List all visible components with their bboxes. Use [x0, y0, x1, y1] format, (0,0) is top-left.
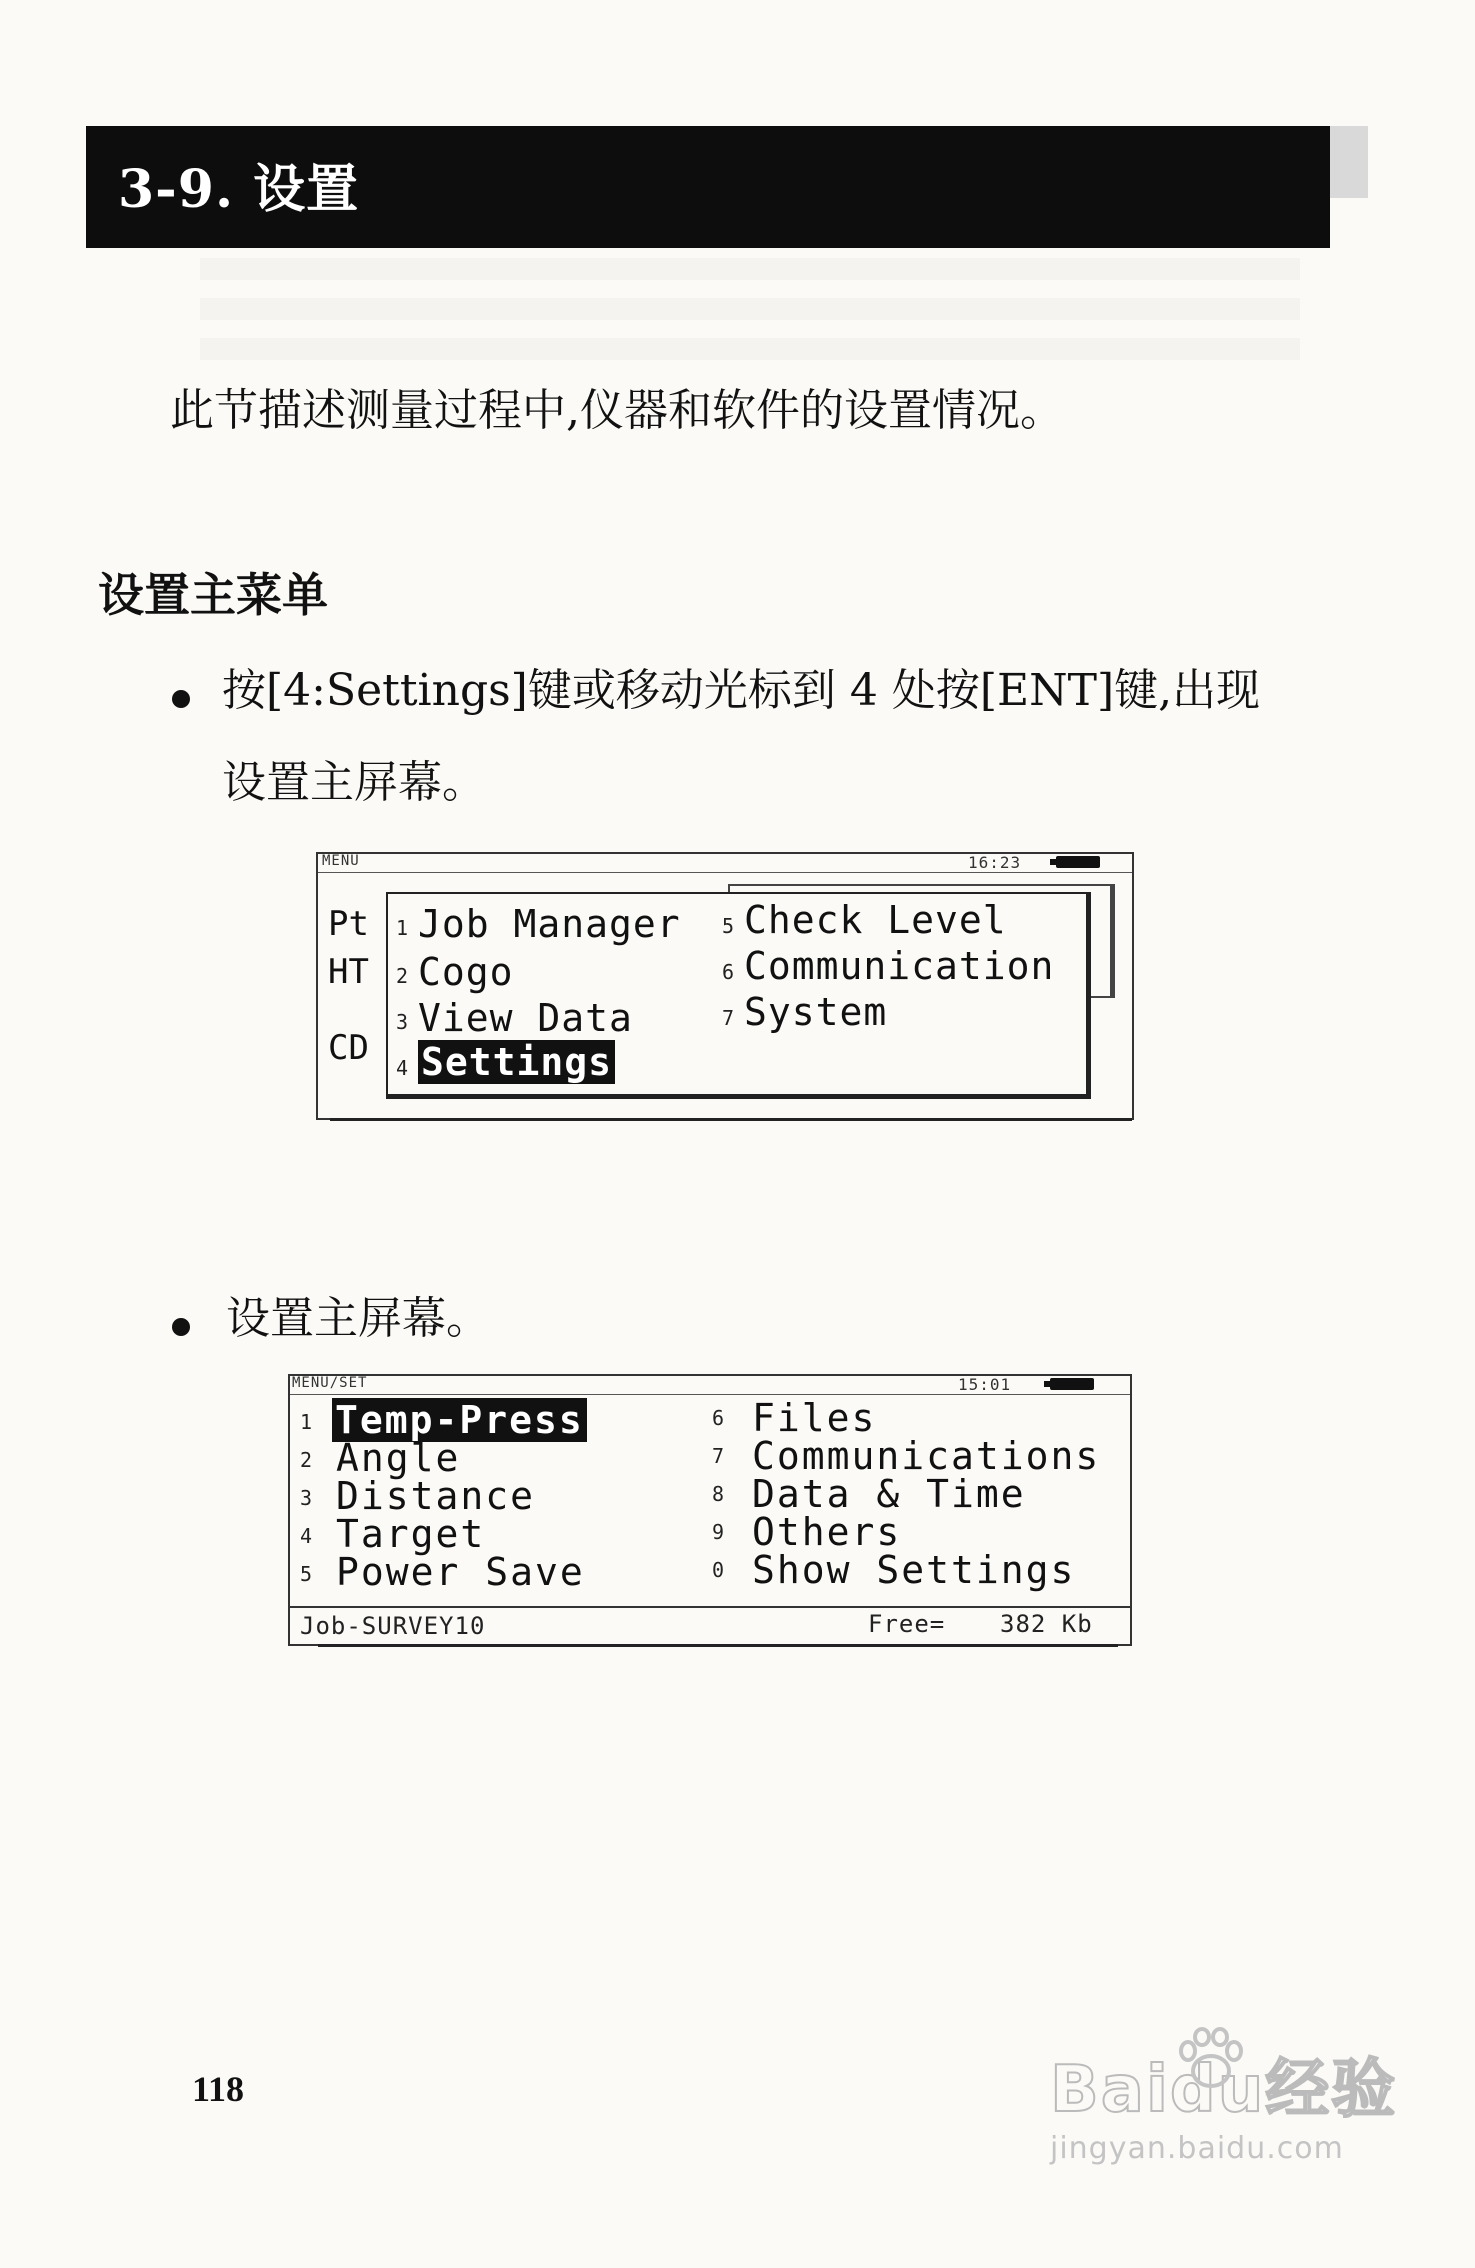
status-title: MENU/SET	[292, 1375, 368, 1391]
footer-divider	[290, 1606, 1130, 1608]
set-num-1: 1	[300, 1410, 313, 1434]
section-title: 3-9. 设置	[118, 159, 360, 220]
side-label-ht: HT	[328, 952, 369, 992]
battery-icon	[1056, 856, 1100, 868]
baidu-paw-icon	[1172, 2027, 1250, 2091]
set-item-show-settings[interactable]: Show Settings	[752, 1548, 1076, 1592]
menu-item-cogo[interactable]: Cogo	[418, 950, 514, 994]
status-time: 16:23	[968, 853, 1022, 872]
side-label-cd: CD	[328, 1028, 369, 1068]
bullet-dot-icon	[172, 690, 190, 708]
menu-item-settings[interactable]: Settings	[418, 1040, 615, 1084]
set-num-2: 2	[300, 1448, 313, 1472]
footer-job: Job-SURVEY10	[300, 1612, 486, 1640]
set-num-5: 5	[300, 1562, 313, 1586]
battery-icon	[1050, 1378, 1094, 1390]
bullet1-line2: 设置主屏幕。	[222, 757, 486, 808]
menu-num-5: 5	[722, 914, 735, 938]
status-divider	[290, 1394, 1130, 1395]
menu-popup	[386, 892, 1091, 1099]
bullet1-line1: 按[4:Settings]键或移动光标到 4 处按[ENT]键,出现	[222, 665, 1261, 716]
side-label-pt: Pt	[328, 904, 369, 944]
status-title: MENU	[322, 853, 360, 869]
menu-num-7: 7	[722, 1006, 735, 1030]
subheading: 设置主菜单	[98, 568, 328, 622]
set-item-communications[interactable]: Communications	[752, 1434, 1101, 1478]
screen1-bottom-shadow	[330, 1118, 1132, 1121]
set-item-data-time[interactable]: Data & Time	[752, 1472, 1026, 1516]
footer-free-size: 382 Kb	[1000, 1610, 1093, 1638]
set-item-temp-press[interactable]: Temp-Press	[332, 1398, 587, 1442]
status-time: 15:01	[958, 1375, 1012, 1394]
footer-free-label: Free=	[868, 1610, 946, 1638]
set-num-6: 6	[712, 1406, 725, 1430]
set-item-files[interactable]: Files	[752, 1396, 877, 1440]
bullet2-text: 设置主屏幕。	[226, 1293, 490, 1344]
watermark-main: Baidu经验	[1050, 2053, 1398, 2127]
set-item-power-save[interactable]: Power Save	[336, 1550, 585, 1594]
screen-main-menu	[316, 852, 1134, 1120]
menu-num-3: 3	[396, 1010, 409, 1034]
menu-num-4: 4	[396, 1056, 409, 1080]
screen2-bottom-shadow	[318, 1644, 1118, 1647]
menu-num-1: 1	[396, 916, 409, 940]
set-num-8: 8	[712, 1482, 725, 1506]
screen-settings-menu	[288, 1374, 1132, 1646]
menu-item-job-manager[interactable]: Job Manager	[418, 902, 681, 946]
set-item-angle[interactable]: Angle	[336, 1436, 461, 1480]
section-bar-shadow	[1330, 126, 1368, 198]
page-number: 118	[192, 2069, 245, 2109]
menu-item-check-level[interactable]: Check Level	[744, 898, 1007, 942]
set-num-4: 4	[300, 1524, 313, 1548]
menu-num-6: 6	[722, 960, 735, 984]
set-num-7: 7	[712, 1444, 725, 1468]
menu-item-system[interactable]: System	[744, 990, 888, 1034]
set-num-3: 3	[300, 1486, 313, 1510]
bullet-dot-icon	[172, 1318, 190, 1336]
watermark-url: jingyan.baidu.com	[1050, 2131, 1344, 2166]
status-divider	[318, 872, 1132, 873]
set-num-9: 9	[712, 1520, 725, 1544]
baidu-watermark	[1050, 2055, 1397, 2166]
set-num-0: 0	[712, 1558, 725, 1582]
menu-item-communication[interactable]: Communication	[744, 944, 1055, 988]
menu-num-2: 2	[396, 964, 409, 988]
set-item-distance[interactable]: Distance	[336, 1474, 536, 1518]
set-item-target[interactable]: Target	[336, 1512, 486, 1556]
bleed-through-decoration	[200, 240, 1300, 370]
menu-item-view-data[interactable]: View Data	[418, 996, 633, 1040]
intro-paragraph: 此节描述测量过程中,仪器和软件的设置情况。	[170, 385, 1064, 436]
set-item-others[interactable]: Others	[752, 1510, 902, 1554]
